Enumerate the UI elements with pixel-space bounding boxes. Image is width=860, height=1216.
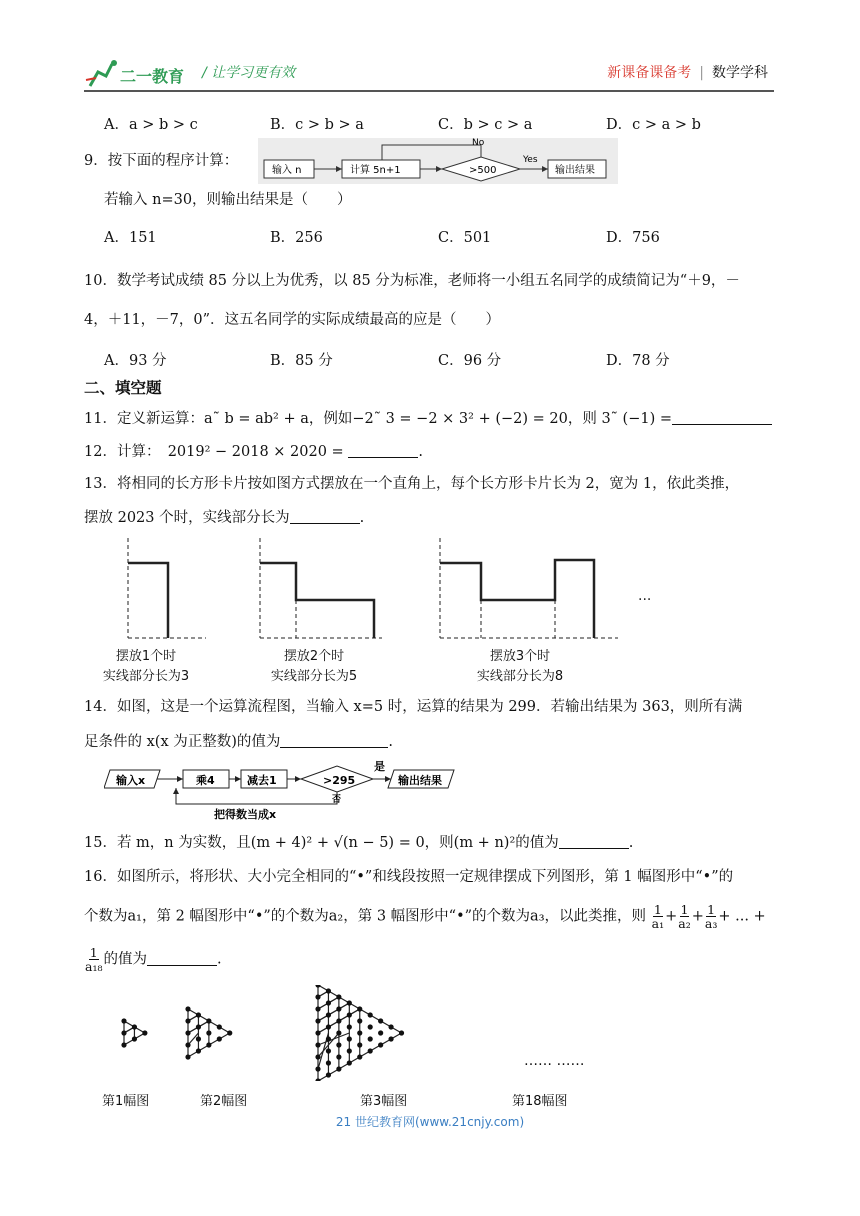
svg-text:计算 5n+1: 计算 5n+1 — [350, 165, 401, 176]
q14-stem: 足条件的 x(x 为正整数)的值为 — [84, 734, 281, 750]
q9-stem: 9．按下面的程序计算： — [84, 153, 239, 169]
q10-line1: 10．数学考试成绩 85 分以上为优秀，以 85 分为标准，老师将一小组五名同学的成绩简记为“＋9，－ — [84, 273, 740, 289]
svg-text:输入x: 输入x — [116, 774, 146, 787]
q13-line1: 13．将相同的长方形卡片按如图方式摆放在一个直角上，每个长方形卡片长为 2，宽为 1，依此类推， — [84, 476, 740, 492]
q16-line2: 个数为a₁，第 2 幅图形中“•”的个数为a₂，第 3 幅图形中“•”的个数为a₃，以此类推，则 $\frac{1}{\text{a₁}}$ + $\frac{1}{\text{a₂}}$ + $\frac{1}{\text{a₃}}$ + ... + — [84, 902, 766, 931]
q11-text — [84, 408, 772, 429]
svg-text:Yes: Yes — [523, 155, 538, 165]
q8-option-a: A．a > b > c — [104, 117, 198, 133]
footer: 21 世纪教育网(www.21cnjy.com) — [335, 1115, 525, 1129]
q13-caption-1-line2: 实线部分长为3 — [102, 669, 190, 684]
svg-text:输出结果: 输出结果 — [398, 774, 442, 787]
q11-answer-blank[interactable] — [672, 408, 772, 425]
q12-text — [84, 441, 423, 462]
q16-answer-blank[interactable] — [147, 949, 217, 966]
q16-line3-text: 的值为 — [103, 951, 147, 968]
q9-question: 若输入 n=30，则输出结果是（ ） — [104, 192, 352, 208]
q16-figure-3 — [315, 985, 404, 1081]
svg-text:否: 否 — [332, 795, 342, 805]
q9-option-c: C．501 — [438, 230, 492, 246]
q9-option-a: A．151 — [104, 230, 157, 246]
svg-text:是: 是 — [374, 760, 385, 773]
q13-stem: 摆放 2023 个时，实线部分长为 — [84, 510, 290, 526]
q13-caption-1 — [86, 647, 206, 687]
q10-option-b: B．85 分 — [270, 353, 333, 369]
q16-frac-3: $\frac{1}{\text{a₃}}$ — [704, 902, 718, 931]
q16-line3 — [84, 946, 222, 973]
q8-option-b: B．c > b > a — [270, 117, 364, 133]
svg-text:输入 n: 输入 n — [272, 165, 302, 176]
header-rule — [84, 90, 774, 92]
q14-flowchart — [104, 760, 460, 822]
svg-text:乘4: 乘4 — [196, 774, 215, 787]
q12-period: . — [418, 444, 423, 460]
q13-figure — [88, 536, 688, 640]
q13-caption-3-line2: 实线部分长为8 — [476, 669, 564, 684]
q13-ellipsis: ··· — [638, 592, 652, 608]
header-subject: 数学学科 — [712, 65, 768, 81]
q16-caption-2: 第2幅图 — [200, 1094, 248, 1109]
logo-text: 二一教育 — [120, 67, 185, 86]
q13-caption-2 — [254, 647, 374, 687]
q13-fig3 — [440, 538, 618, 638]
q8-option-d: D．c > a > b — [606, 117, 701, 133]
svg-text:把得数当成x: 把得数当成x — [214, 808, 277, 821]
logo — [84, 58, 209, 92]
section-title: 二、填空题 — [84, 379, 162, 397]
q13-fig1 — [128, 538, 206, 638]
q16-caption-18: 第18幅图 — [512, 1094, 568, 1109]
q13-line2 — [84, 507, 364, 528]
header-right — [607, 62, 768, 82]
q13-caption-3 — [460, 647, 580, 687]
q16-figure-2 — [185, 1006, 232, 1059]
q14-period: . — [388, 734, 393, 750]
q13-answer-blank[interactable] — [290, 507, 360, 524]
q16-caption-3: 第3幅图 — [360, 1094, 408, 1109]
q10-line2: 4，＋11，－7，0”．这五名同学的实际成绩最高的应是（ ） — [84, 312, 501, 328]
q16-frac-1: $\frac{1}{\text{a₁}}$ — [651, 902, 665, 931]
q16-frac-2: $\frac{1}{\text{a₂}}$ — [678, 902, 691, 931]
q13-caption-2-line2: 实线部分长为5 — [270, 669, 358, 684]
q15-period: . — [628, 835, 634, 851]
q13-caption-3-line1: 摆放3个时 — [489, 649, 551, 664]
q10-option-d: D．78 分 — [606, 353, 670, 369]
q9-flowchart — [258, 138, 618, 184]
q14-line2 — [84, 731, 393, 752]
q9-option-b: B．256 — [270, 230, 323, 246]
q12-answer-blank[interactable] — [348, 441, 418, 458]
q8-option-c: C．b > c > a — [438, 117, 533, 133]
q13-period: . — [359, 510, 365, 526]
q12-stem: 12．计算： 2019² − 2018 × 2020 = — [84, 444, 344, 460]
slogan: / 让学习更有效 — [202, 65, 296, 81]
q16-dots: …… …… — [524, 1053, 585, 1069]
svg-text:输出结果: 输出结果 — [555, 165, 595, 176]
q13-caption-1-line1: 摆放1个时 — [115, 649, 177, 664]
q15-answer-blank[interactable] — [559, 832, 629, 849]
q16-frac-18: $\frac{1}{\text{a₁₈}}$ — [85, 945, 103, 974]
q16-line1: 16．如图所示，将形状、大小完全相同的“•”和线段按照一定规律摆成下列图形，第 1 幅图形中“•”的 — [84, 869, 734, 885]
q13-caption-2-line1: 摆放2个时 — [283, 649, 345, 664]
q16-period: . — [216, 951, 222, 968]
q14-line1: 14．如图，这是一个运算流程图，当输入 x=5 时，运算的结果为 299．若输出结果为 363，则所有满 — [84, 699, 743, 715]
q10-option-c: C．96 分 — [438, 353, 502, 369]
q16-figure — [96, 985, 596, 1081]
q9-option-d: D．756 — [606, 230, 660, 246]
q13-fig2 — [260, 538, 382, 638]
svg-text:>295: >295 — [323, 774, 356, 787]
q11-stem: 11．定义新运算：a˜ b = ab² + a，例如−2˜ 3 = −2 × 3² + (−2) = 20，则 3˜ (−1) = — [84, 411, 672, 427]
q16-caption-1: 第1幅图 — [102, 1094, 150, 1109]
q15-stem: 15．若 m，n 为实数，且(m + 4)² + √(n − 5) = 0，则(m + n)²的值为 — [84, 835, 559, 851]
header-separator: | — [699, 65, 704, 81]
q14-answer-blank[interactable] — [280, 731, 388, 748]
svg-text:>500: >500 — [469, 165, 497, 176]
q10-option-a: A．93 分 — [104, 353, 167, 369]
svg-text:减去1: 减去1 — [247, 774, 277, 787]
header-red-text: 新课备课备考 — [607, 65, 692, 81]
q16-figure-1 — [121, 1018, 147, 1047]
q15-text — [84, 832, 633, 853]
svg-text:No: No — [472, 138, 485, 148]
q16-stem: 个数为a₁，第 2 幅图形中“•”的个数为a₂，第 3 幅图形中“•”的个数为a₃，以此类推，则 — [84, 908, 647, 925]
